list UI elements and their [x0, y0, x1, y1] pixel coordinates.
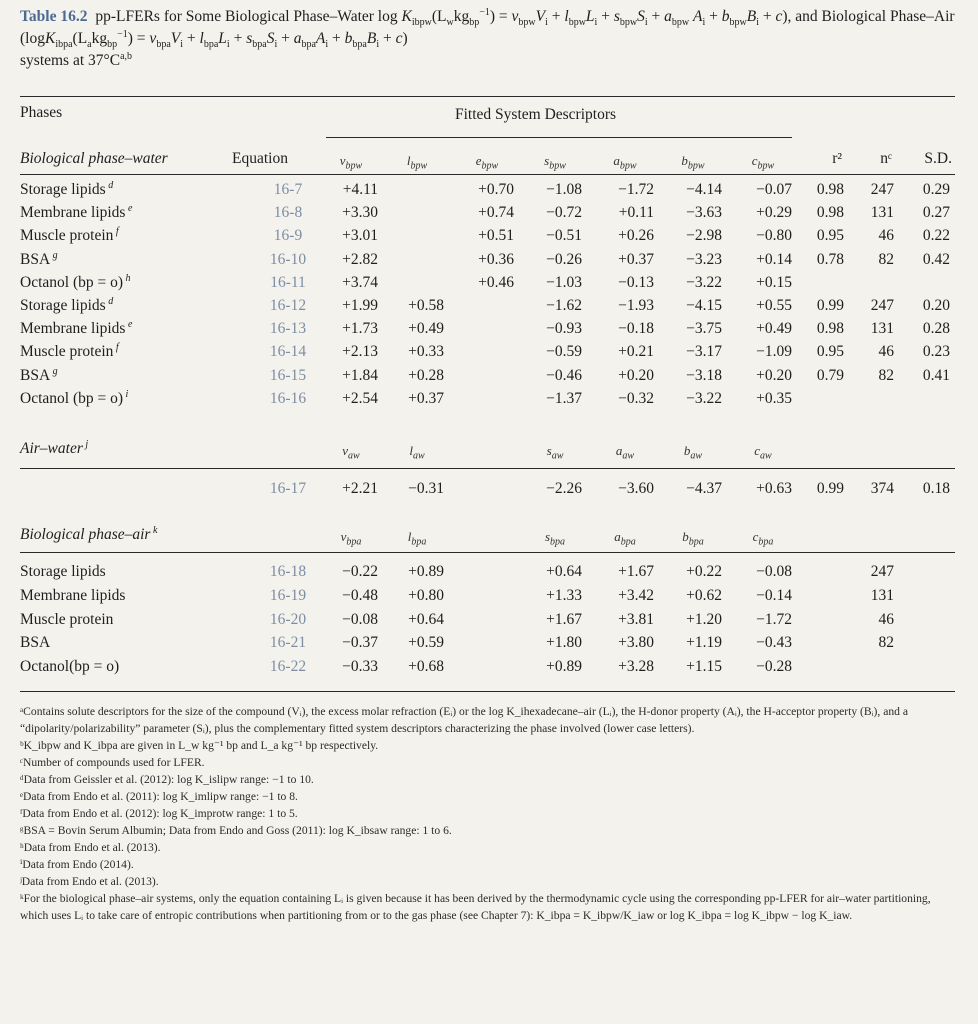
phases-header: Phases [20, 104, 63, 121]
cell-e: +0.74 [478, 204, 514, 222]
footnote: ᶠData from Endo et al. (2012): log K_improtw range: 1 to 5. [20, 807, 298, 820]
cell-v: +2.13 [342, 343, 378, 361]
sd-header: S.D. [924, 150, 952, 167]
phase-footnote-mark: f [113, 226, 119, 238]
cell-r2: 0.98 [816, 181, 844, 198]
phase-name: Membrane lipids $^e$ [20, 203, 133, 222]
cell-r2: 0.95 [816, 343, 844, 361]
cell-sd: 0.29 [922, 181, 950, 198]
cell-sd: 0.42 [922, 250, 950, 268]
table-bottom-rule [20, 691, 955, 692]
cell-n: 131 [870, 204, 894, 222]
cell-eq: 16-14 [269, 343, 307, 361]
cell-n: 46 [878, 227, 894, 245]
section-footnote-mark: j [82, 438, 89, 450]
phase-name: Storage lipids $^d$ [20, 295, 114, 314]
cell-l: +0.59 [408, 634, 444, 652]
section-rule [20, 552, 955, 553]
footnote: ᵃContains solute descriptors for the size of the compound (Vᵢ), the excess molar refraction (Eᵢ) or the log K_ihexadecane–air (Lᵢ), the H-donor property (Aᵢ), the H-acceptor property (Bᵢ), and a “dipolarity/polarizability” parameter (Sᵢ), plus the complementary fitted system descriptors characterizing the phase involved (lower case letters). [20, 705, 908, 735]
cell-s: −1.37 [546, 389, 582, 407]
descriptor-header-c: $c_{bpa}$ [752, 529, 774, 548]
cell-b: −4.15 [686, 297, 722, 314]
cell-eq: 16-16 [269, 389, 307, 407]
cell-sd: 0.41 [922, 366, 950, 384]
cell-eq: 16-13 [269, 320, 307, 338]
caption-conditions: systems at 37°C [20, 52, 121, 69]
cell-e: +0.51 [478, 227, 514, 245]
phase-name: Storage lipids $^d$ [20, 179, 114, 198]
section-title: Air–water $^j$ [20, 438, 89, 457]
phase-footnote-mark: e [125, 203, 133, 215]
cell-s: +1.67 [546, 610, 582, 628]
phase-footnote-mark: d [105, 179, 114, 191]
cell-c: +0.15 [756, 273, 792, 291]
cell-sd: 0.20 [922, 297, 950, 314]
cell-n: 247 [870, 181, 894, 198]
cell-b: −3.17 [686, 343, 722, 361]
caption-text: pp-LFERs for Some Biological Phase–Water log [95, 8, 398, 25]
cell-a: −0.32 [618, 389, 654, 407]
cell-b: −3.18 [686, 366, 722, 384]
cell-s: +0.64 [546, 563, 582, 580]
cell-b: −3.22 [686, 273, 722, 291]
section-title: Biological phase–water [20, 150, 168, 167]
r2-header: r² [832, 150, 842, 167]
cell-n: 247 [870, 297, 894, 314]
cell-n: 374 [870, 480, 894, 497]
phase-name: BSA $^g$ [20, 249, 58, 268]
cell-n: 131 [870, 586, 894, 604]
footnote: ᵍBSA = Bovin Serum Albumin; Data from Endo and Goss (2011): log K_ibsaw range: 1 to 6. [20, 824, 452, 837]
cell-c: +0.55 [756, 297, 792, 314]
cell-s: −1.08 [546, 181, 582, 198]
cell-c: +0.14 [756, 250, 792, 268]
cell-eq: 16-15 [269, 366, 307, 384]
cell-l: +0.89 [408, 563, 444, 580]
cell-eq: 16-7 [273, 181, 303, 198]
cell-c: +0.20 [756, 366, 792, 384]
footnote: ᵈData from Geissler et al. (2012): log K_islipw range: −1 to 10. [20, 773, 314, 786]
phase-name: Membrane lipids $^e$ [20, 319, 133, 338]
cell-c: +0.29 [756, 204, 792, 222]
cell-sd: 0.27 [922, 204, 950, 222]
cell-c: +0.63 [756, 480, 792, 497]
cell-s: +1.80 [546, 634, 582, 652]
descriptor-header-a: $a_{bpw}$ [613, 153, 637, 172]
cell-c: −0.07 [756, 181, 792, 198]
caption-footnote-marks: a,b [120, 50, 133, 62]
phase-name: Muscle protein $^f$ [20, 342, 119, 361]
phase-footnote-mark: e [125, 319, 133, 331]
fitted-descriptors-rule [326, 137, 792, 138]
phase-footnote-mark: f [113, 342, 119, 354]
section-title: Biological phase–air $^k$ [20, 524, 158, 543]
equation-header: Equation [232, 150, 288, 167]
cell-c: −0.08 [756, 563, 792, 580]
n-header: nᶜ [880, 150, 892, 167]
cell-sd: 0.22 [922, 227, 950, 245]
phase-footnote-mark: i [123, 388, 129, 400]
descriptor-header-v: $v_{bpa}$ [340, 529, 362, 548]
cell-e: +0.46 [478, 273, 514, 291]
footnote: ᵇK_ibpw and K_ibpa are given in L_w kg⁻¹ bp and L_a kg⁻¹ bp respectively. [20, 739, 379, 752]
footnote: ᶜNumber of compounds used for LFER. [20, 756, 205, 769]
table-top-rule [20, 96, 955, 97]
cell-c: −0.14 [756, 586, 792, 604]
cell-a: +0.37 [618, 250, 654, 268]
cell-n: 247 [870, 563, 894, 580]
cell-b: −2.98 [686, 227, 722, 245]
phase-name: Storage lipids [20, 563, 106, 580]
descriptor-header-s: $s_{aw}$ [546, 443, 564, 462]
cell-b: −3.23 [686, 250, 722, 268]
cell-r2: 0.99 [816, 480, 844, 497]
cell-r2: 0.79 [816, 366, 844, 384]
cell-v: +3.74 [342, 273, 378, 291]
table-page [20, 6, 955, 72]
phase-name: Octanol(bp = o) [20, 658, 120, 676]
phase-name: BSA $^g$ [20, 365, 58, 384]
cell-s: −0.72 [546, 204, 582, 222]
cell-a: −0.13 [618, 273, 654, 291]
cell-r2: 0.98 [816, 320, 844, 338]
cell-a: +0.26 [618, 227, 654, 245]
phase-footnote-mark: h [123, 272, 131, 284]
cell-eq: 16-21 [269, 634, 307, 652]
fitted-descriptors-header: Fitted System Descriptors [455, 106, 617, 123]
cell-l: +0.49 [408, 320, 444, 338]
cell-eq: 16-18 [269, 563, 307, 580]
descriptor-header-b: $b_{bpw}$ [681, 153, 705, 172]
cell-l: +0.37 [408, 389, 444, 407]
cell-eq: 16-10 [269, 250, 307, 268]
cell-c: −1.72 [756, 610, 792, 628]
cell-e: +0.70 [478, 181, 514, 198]
cell-l: +0.68 [408, 658, 444, 676]
section-footnote-mark: k [150, 524, 158, 536]
cell-v: +4.11 [342, 181, 378, 198]
footnote: ʰData from Endo et al. (2013). [20, 841, 161, 854]
cell-c: −0.28 [756, 658, 792, 676]
cell-eq: 16-8 [273, 204, 303, 222]
phase-footnote-mark: g [50, 249, 58, 261]
cell-v: +3.30 [342, 204, 378, 222]
descriptor-header-l: $l_{aw}$ [409, 443, 425, 462]
cell-b: −3.22 [686, 389, 722, 407]
cell-s: −0.59 [546, 343, 582, 361]
phase-name: BSA [20, 634, 51, 652]
descriptor-header-e: $e_{bpw}$ [475, 153, 499, 172]
cell-b: +1.15 [686, 658, 722, 676]
cell-l: +0.64 [408, 610, 444, 628]
cell-b: −3.75 [686, 320, 722, 338]
phase-footnote-mark: g [50, 365, 58, 377]
descriptor-header-b: $b_{bpa}$ [682, 529, 704, 548]
cell-sd: 0.18 [922, 480, 950, 497]
cell-s: +1.33 [546, 586, 582, 604]
cell-v: −0.08 [342, 610, 378, 628]
cell-a: +0.20 [618, 366, 654, 384]
cell-a: +0.21 [618, 343, 654, 361]
cell-n: 46 [878, 343, 894, 361]
cell-l: +0.33 [408, 343, 444, 361]
footnote: ʲData from Endo et al. (2013). [20, 875, 159, 888]
cell-b: +1.20 [686, 610, 722, 628]
cell-s: +0.89 [546, 658, 582, 676]
descriptor-header-s: $s_{bpw}$ [544, 153, 566, 172]
phase-footnote-mark: d [105, 295, 114, 307]
cell-eq: 16-20 [269, 610, 307, 628]
cell-e: +0.36 [478, 250, 514, 268]
descriptor-header-l: $l_{bpw}$ [406, 153, 428, 172]
phase-name: Octanol (bp = o) $^i$ [20, 388, 129, 407]
section-rule [20, 174, 955, 175]
cell-eq: 16-19 [269, 586, 307, 604]
cell-n: 82 [878, 634, 894, 652]
cell-v: −0.33 [342, 658, 378, 676]
cell-v: +2.82 [342, 250, 378, 268]
cell-n: 82 [878, 366, 894, 384]
descriptor-header-c: $c_{aw}$ [754, 443, 772, 462]
cell-v: +3.01 [342, 227, 378, 245]
cell-b: +0.62 [686, 586, 722, 604]
phase-name: Muscle protein [20, 610, 114, 628]
descriptor-header-s: $s_{bpa}$ [544, 529, 566, 548]
cell-v: −0.48 [342, 586, 378, 604]
cell-l: +0.28 [408, 366, 444, 384]
cell-v: +1.99 [342, 297, 378, 314]
phase-name: Membrane lipids [20, 586, 126, 604]
descriptor-header-c: $c_{bpw}$ [751, 153, 775, 172]
cell-c: +0.49 [756, 320, 792, 338]
cell-v: −0.37 [342, 634, 378, 652]
cell-a: +3.81 [618, 610, 654, 628]
descriptor-header-v: $v_{bpw}$ [339, 153, 363, 172]
cell-s: −0.46 [546, 366, 582, 384]
cell-c: +0.35 [756, 389, 792, 407]
footnote: ⁱData from Endo (2014). [20, 858, 134, 871]
cell-s: −1.03 [546, 273, 582, 291]
cell-r2: 0.98 [816, 204, 844, 222]
cell-a: +1.67 [618, 563, 654, 580]
descriptor-header-b: $b_{aw}$ [683, 443, 703, 462]
cell-l: +0.58 [408, 297, 444, 314]
cell-v: −0.22 [342, 563, 378, 580]
cell-a: −0.18 [618, 320, 654, 338]
cell-eq: 16-11 [270, 273, 306, 291]
phase-name: Muscle protein $^f$ [20, 226, 119, 245]
cell-n: 46 [878, 610, 894, 628]
cell-sd: 0.23 [922, 343, 950, 361]
cell-a: −1.93 [618, 297, 654, 314]
cell-s: −0.51 [546, 227, 582, 245]
cell-v: +2.21 [342, 480, 378, 497]
cell-l: +0.80 [408, 586, 444, 604]
descriptor-header-l: $l_{bpa}$ [407, 529, 427, 548]
cell-c: −0.80 [756, 227, 792, 245]
cell-eq: 16-22 [269, 658, 307, 676]
cell-eq: 16-9 [273, 227, 303, 245]
cell-b: −4.37 [686, 480, 722, 497]
footnote: ᵏFor the biological phase–air systems, only the equation containing Lᵢ is given because it has been derived by the thermodynamic cycle using the corresponding pp-LFER for air–water partitioning, which uses Lᵢ to take care of entropic contributions when partitioning from or to the gas phase (see Chapter 7): K_ibpa = K_ibpw/K_iaw or log K_ibpa = log K_ibpw − log K_iaw. [20, 892, 931, 922]
cell-n: 131 [870, 320, 894, 338]
cell-l: −0.31 [408, 480, 444, 497]
descriptor-header-v: $v_{aw}$ [342, 443, 360, 462]
cell-eq: 16-17 [269, 480, 307, 497]
cell-n: 82 [878, 250, 894, 268]
table-number: Table 16.2 [20, 8, 88, 25]
cell-r2: 0.78 [816, 250, 844, 268]
cell-v: +1.84 [342, 366, 378, 384]
footnotes [20, 703, 955, 924]
cell-v: +1.73 [342, 320, 378, 338]
cell-s: −0.93 [546, 320, 582, 338]
cell-eq: 16-12 [269, 297, 307, 314]
cell-a: −3.60 [618, 480, 654, 497]
cell-r2: 0.95 [816, 227, 844, 245]
descriptor-header-a: $a_{bpa}$ [614, 529, 636, 548]
cell-a: +0.11 [618, 204, 654, 222]
cell-a: −1.72 [618, 181, 654, 198]
section-rule [20, 468, 955, 469]
cell-b: −3.63 [686, 204, 722, 222]
cell-s: −2.26 [546, 480, 582, 497]
cell-sd: 0.28 [922, 320, 950, 338]
cell-c: −0.43 [756, 634, 792, 652]
cell-v: +2.54 [342, 389, 378, 407]
cell-s: −1.62 [546, 297, 582, 314]
table-caption: Table 16.2 pp-LFERs for Some Biological Phase–Water $\log K_{ibpw}(L_wkg_{bp}^{-1}) = v_{bpw}V_i + l_{bpw}L_i + s_{bpw}S_i + a_{bpw}$ $A_i + b_{bpw}B_i + c$), and Biological Phase–Air $(\log K_{ibpa}(L_akg_{bp}^{-1}) = v_{bpa}V_i + l_{bpa}L_i + s_{bpa}S_i + a_{bpa}A_i + b_{bpa}B_i + c)$ systems at $37^\circ C^{a,b}$ [20, 6, 955, 69]
cell-r2: 0.99 [816, 297, 844, 314]
cell-a: +3.80 [618, 634, 654, 652]
cell-s: −0.26 [546, 250, 582, 268]
cell-b: +1.19 [686, 634, 722, 652]
descriptor-header-a: $a_{aw}$ [615, 443, 635, 462]
cell-b: −4.14 [686, 181, 722, 198]
footnote: ᵉData from Endo et al. (2011): log K_imlipw range: −1 to 8. [20, 790, 298, 803]
cell-a: +3.42 [618, 586, 654, 604]
phase-name: Octanol (bp = o) $^h$ [20, 272, 131, 291]
cell-a: +3.28 [618, 658, 654, 676]
cell-b: +0.22 [686, 563, 722, 580]
cell-c: −1.09 [756, 343, 792, 361]
